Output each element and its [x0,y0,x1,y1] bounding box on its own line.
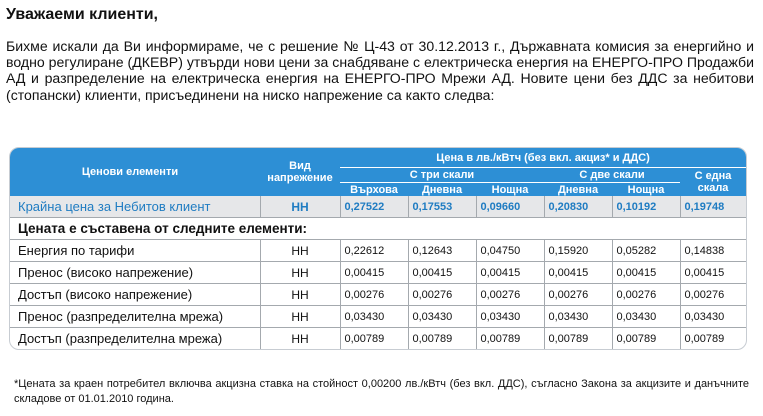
column-header-one-scale: С една скала [680,168,746,197]
price-cell: 0,00415 [612,262,680,284]
greeting-heading: Уважаеми клиенти, [6,6,158,23]
price-cell: 0,00415 [476,262,544,284]
price-cell: 0,04750 [476,240,544,262]
price-cell: 0,22612 [340,240,408,262]
price-table-container [9,147,747,350]
row-label: Крайна цена за Небитов клиент [10,196,260,218]
row-label: Енергия по тарифи [10,240,260,262]
price-cell: 0,20830 [544,196,612,218]
composition-heading: Цената е съставена от следните елементи: [10,218,746,240]
row-label: Достъп (високо напрежение) [10,284,260,306]
price-cell: 0,00789 [612,328,680,350]
price-cell: 0,09660 [476,196,544,218]
column-header-two-scales: С две скали [544,168,680,183]
price-cell: 0,00415 [680,262,746,284]
excise-footnote: *Цената за краен потребител включва акцизна ставка на стойност 0,00200 лв./кВтч (без вкл. ДДС), съгласно Закона за акцизите и данъчните складове от 01.01.2010 година. [14,378,749,405]
price-cell: 0,00276 [680,284,746,306]
price-cell: 0,00789 [476,328,544,350]
price-cell: 0,00415 [340,262,408,284]
price-cell: 0,00789 [408,328,476,350]
price-cell: 0,00415 [544,262,612,284]
price-cell: 0,00276 [476,284,544,306]
price-cell: 0,03430 [476,306,544,328]
price-cell: 0,10192 [612,196,680,218]
price-cell: 0,14838 [680,240,746,262]
table-row [10,284,746,306]
price-cell: 0,00276 [408,284,476,306]
row-label: Пренос (разпределителна мрежа) [10,306,260,328]
price-cell: 0,00789 [544,328,612,350]
table-row [10,328,746,350]
composition-heading-row [10,218,746,240]
row-label: Пренос (високо напрежение) [10,262,260,284]
price-cell: 0,03430 [408,306,476,328]
table-row [10,240,746,262]
price-cell: 0,00789 [340,328,408,350]
price-table [10,148,746,349]
table-row [10,262,746,284]
price-cell: 0,03430 [544,306,612,328]
final-price-row [10,196,746,218]
price-cell: 0,19748 [680,196,746,218]
price-cell: 0,15920 [544,240,612,262]
column-header-night-two-scale: Нощна [612,183,680,197]
row-voltage: НН [260,240,340,262]
column-header-day-two-scale: Дневна [544,183,612,197]
row-voltage: НН [260,196,340,218]
row-voltage: НН [260,306,340,328]
row-voltage: НН [260,328,340,350]
column-header-elements: Ценови елементи [10,148,260,196]
price-cell: 0,03430 [680,306,746,328]
column-header-day: Дневна [408,183,476,197]
price-cell: 0,17553 [408,196,476,218]
price-cell: 0,05282 [612,240,680,262]
column-header-night: Нощна [476,183,544,197]
price-cell: 0,03430 [340,306,408,328]
price-table-header [10,148,746,196]
intro-paragraph: Бихме искали да Ви информираме, че с решение № Ц-43 от 30.12.2013 г., Държавната комисия за енергийно и водно регулиране (ДКЕВР) утвърди нови цени за снабдяване с електрическа енергия на ЕНЕРГО-ПРО Продажби АД и разпределение на електрическа енергия на ЕНЕРГО-ПРО Мрежи АД. Новите цени без ДДС за небитови (стопански) клиенти, присъединени на ниско напрежение са както следва: [6,38,754,103]
price-cell: 0,12643 [408,240,476,262]
row-voltage: НН [260,284,340,306]
column-header-price: Цена в лв./кВтч (без вкл. акциз* и ДДС) [340,148,746,168]
price-cell: 0,00276 [544,284,612,306]
column-header-three-scales: С три скали [340,168,544,183]
price-cell: 0,03430 [612,306,680,328]
price-table-body [10,196,746,349]
column-header-voltage: Вид напрежение [260,148,340,196]
price-cell: 0,00415 [408,262,476,284]
price-cell: 0,00276 [340,284,408,306]
table-row [10,306,746,328]
price-cell: 0,00276 [612,284,680,306]
row-label: Достъп (разпределителна мрежа) [10,328,260,350]
price-cell: 0,27522 [340,196,408,218]
price-cell: 0,00789 [680,328,746,350]
row-voltage: НН [260,262,340,284]
column-header-peak: Върхова [340,183,408,197]
